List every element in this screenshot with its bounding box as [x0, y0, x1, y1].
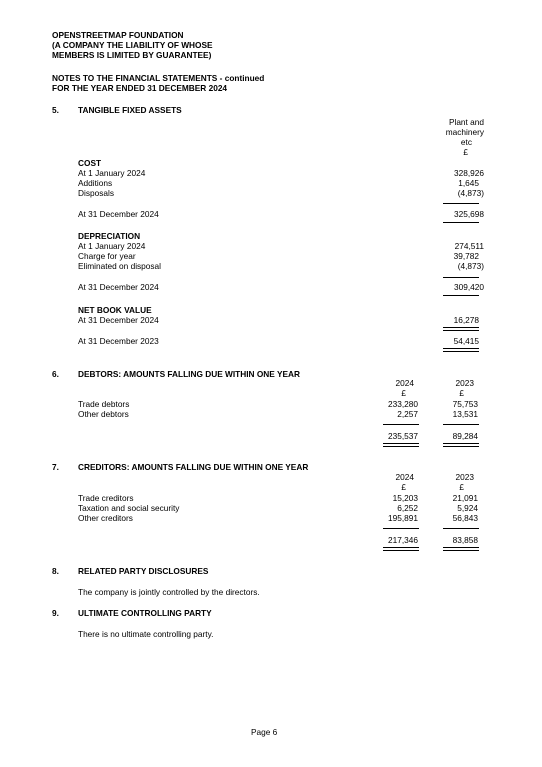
row-value: 75,753: [452, 399, 478, 409]
subtotal-rule: [383, 528, 419, 529]
column-header: etc: [460, 137, 472, 147]
column-currency: £: [401, 388, 406, 398]
row-label: Additions: [78, 178, 113, 188]
row-label: Taxation and social security: [78, 503, 180, 513]
row-value: 21,091: [452, 493, 478, 503]
section-number: 9.: [52, 608, 59, 618]
notes-period: FOR THE YEAR ENDED 31 DECEMBER 2024: [52, 83, 228, 93]
row-value: 15,203: [392, 493, 418, 503]
row-label: Trade creditors: [78, 493, 134, 503]
total-rule: [443, 222, 479, 223]
row-label: Disposals: [78, 188, 114, 198]
double-rule: [443, 348, 479, 352]
row-label: At 31 December 2024: [78, 209, 159, 219]
row-label: Trade debtors: [78, 399, 130, 409]
row-value: 83,858: [452, 535, 478, 545]
row-label: Other debtors: [78, 409, 129, 419]
notes-title: NOTES TO THE FINANCIAL STATEMENTS - continued: [52, 73, 265, 83]
subtotal-rule: [443, 424, 479, 425]
company-subtitle-1: (A COMPANY THE LIABILITY OF WHOSE: [52, 40, 213, 50]
company-subtitle-2: MEMBERS IS LIMITED BY GUARANTEE): [52, 50, 212, 60]
cost-heading: COST: [78, 158, 102, 168]
row-value: (4,873): [457, 261, 484, 271]
subtotal-rule: [443, 277, 479, 278]
row-value: 5,924: [457, 503, 478, 513]
row-value: 89,284: [452, 431, 478, 441]
total-rule: [443, 295, 479, 296]
row-value: 309,420: [454, 282, 484, 292]
subtotal-rule: [443, 203, 479, 204]
column-currency: £: [463, 147, 468, 157]
section-number: 6.: [52, 369, 59, 379]
row-value: 195,891: [388, 513, 418, 523]
double-rule: [443, 547, 479, 551]
row-value: 274,511: [454, 241, 484, 251]
row-value: 6,252: [397, 503, 418, 513]
row-value: 1,645: [458, 178, 479, 188]
row-value: 2,257: [397, 409, 418, 419]
row-value: 217,346: [388, 535, 418, 545]
page-number: Page 6: [251, 727, 278, 737]
section-number: 7.: [52, 462, 59, 472]
subtotal-rule: [443, 528, 479, 529]
row-value: 39,782: [453, 251, 479, 261]
company-name: OPENSTREETMAP FOUNDATION: [52, 30, 184, 40]
row-label: At 1 January 2024: [78, 168, 146, 178]
row-value: (4,873): [457, 188, 484, 198]
row-label: At 31 December 2024: [78, 315, 159, 325]
section-title-ultimate: ULTIMATE CONTROLLING PARTY: [78, 608, 212, 618]
row-value: 235,537: [388, 431, 418, 441]
double-rule: [443, 327, 479, 331]
section-number: 8.: [52, 566, 59, 576]
nbv-heading: NET BOOK VALUE: [78, 305, 152, 315]
row-value: 56,843: [452, 513, 478, 523]
column-currency: £: [459, 482, 464, 492]
section-title-debtors: DEBTORS: AMOUNTS FALLING DUE WITHIN ONE YEAR: [78, 369, 301, 379]
row-value: 54,415: [453, 336, 479, 346]
row-label: At 1 January 2024: [78, 241, 146, 251]
column-year: 2023: [455, 378, 474, 388]
double-rule: [443, 443, 479, 447]
row-label: At 31 December 2024: [78, 282, 159, 292]
row-value: 328,926: [454, 168, 484, 178]
section-title-related: RELATED PARTY DISCLOSURES: [78, 566, 209, 576]
column-year: 2024: [395, 378, 414, 388]
row-value: 233,280: [388, 399, 418, 409]
row-value: 16,278: [453, 315, 479, 325]
row-label: Eliminated on disposal: [78, 261, 162, 271]
row-label: Other creditors: [78, 513, 133, 523]
section-number: 5.: [52, 105, 59, 115]
row-value: 13,531: [452, 409, 478, 419]
column-header: machinery: [445, 127, 484, 137]
column-year: 2023: [455, 472, 474, 482]
double-rule: [383, 443, 419, 447]
section-title-creditors: CREDITORS: AMOUNTS FALLING DUE WITHIN ONE YEAR: [78, 462, 309, 472]
double-rule: [383, 547, 419, 551]
column-currency: £: [401, 482, 406, 492]
section-text: The company is jointly controlled by the directors.: [78, 587, 260, 597]
subtotal-rule: [383, 424, 419, 425]
column-year: 2024: [395, 472, 414, 482]
row-label: At 31 December 2023: [78, 336, 159, 346]
section-title-tangible: TANGIBLE FIXED ASSETS: [78, 105, 182, 115]
section-text: There is no ultimate controlling party.: [78, 629, 214, 639]
column-currency: £: [459, 388, 464, 398]
row-value: 325,698: [454, 209, 484, 219]
column-header: Plant and: [448, 117, 484, 127]
row-label: Charge for year: [78, 251, 136, 261]
depreciation-heading: DEPRECIATION: [78, 231, 141, 241]
